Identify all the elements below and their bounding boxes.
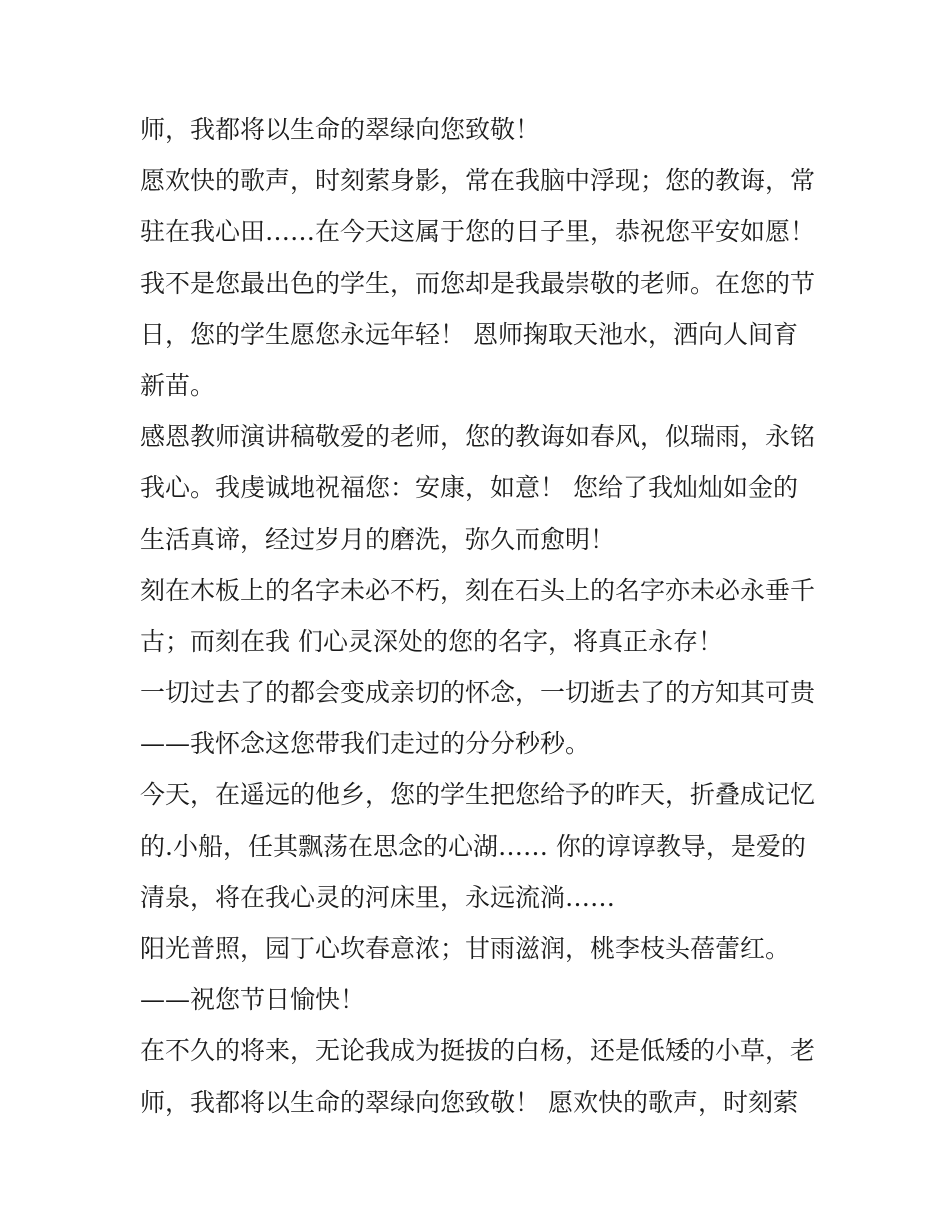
text-line: 愿欢快的歌声，时刻萦身影，常在我脑中浮现；您的教诲，常 [140,166,816,196]
text-line: 一切过去了的都会变成亲切的怀念，一切逝去了的方知其可贵 [140,678,816,708]
text-line: 师，我都将以生命的翠绿向您致敬！ [140,115,541,144]
text-line: 刻在木板上的名字未必不朽，刻在石头上的名字亦未必永垂千 [140,575,816,605]
text-line: 驻在我心田……在今天这属于您的日子里，恭祝您平安如愿！ [140,217,816,247]
text-line: 新苗。 [140,370,216,400]
text-line: 生活真谛，经过岁月的磨洗，弥久而愈明！ [140,524,616,554]
text-line: 的.小船，任其飘荡在思念的心湖…… 你的谆谆教导，是爱的 [140,831,806,861]
text-line: 清泉，将在我心灵的河床里，永远流淌…… [140,882,616,912]
text-line: ——祝您节日愉快！ [140,985,366,1015]
text-line: 师，我都将以生命的翠绿向您致敬！ 愿欢快的歌声，时刻萦 [140,1087,798,1117]
text-line: ——我怀念这您带我们走过的分分秒秒。 [140,729,591,759]
document-body [140,104,820,1128]
text-line: 我心。我虔诚地祝福您：安康，如意！ 您给了我灿灿如金的 [140,473,798,503]
text-line: 今天，在遥远的他乡，您的学生把您给予的昨天，折叠成记忆 [140,780,816,810]
text-line: 古；而刻在我 们心灵深处的您的名字，将真正永存！ [140,626,723,656]
text-line: 感恩教师演讲稿敬爱的老师，您的教诲如春风，似瑞雨，永铭 [140,422,816,452]
text-line: 阳光普照，园丁心坎春意浓；甘雨滋润，桃李枝头蓓蕾红。 [140,934,791,963]
text-line: 在不久的将来，无论我成为挺拔的白杨，还是低矮的小草，老 [140,1036,816,1066]
text-line: 日，您的学生愿您永远年轻！ 恩师掬取天池水，洒向人间育 [140,319,798,349]
text-line: 我不是您最出色的学生，而您却是我最崇敬的老师。在您的节 [140,268,816,298]
